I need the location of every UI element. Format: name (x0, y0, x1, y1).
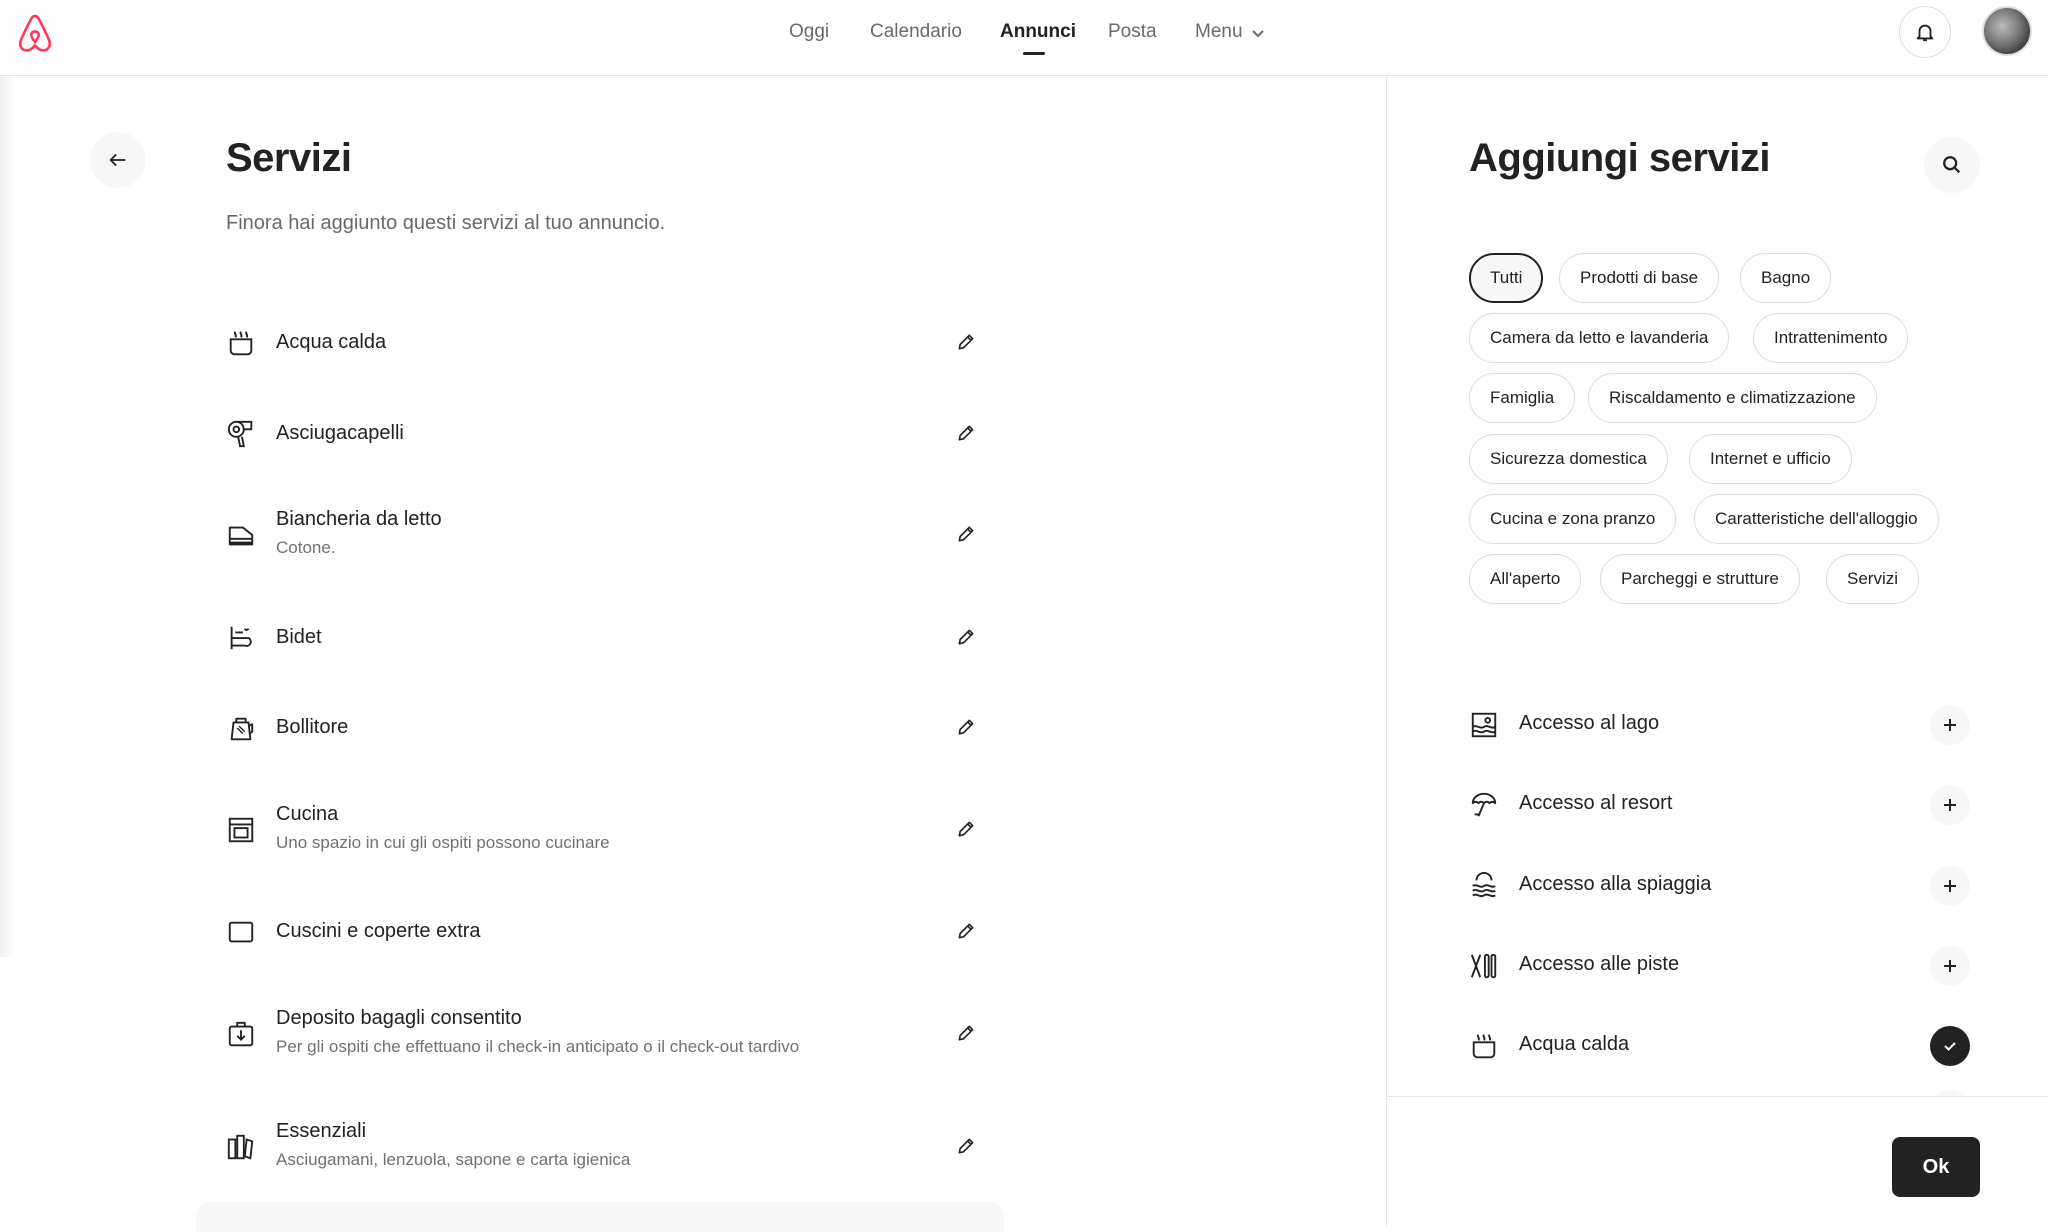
added-check-button[interactable] (1930, 1026, 1970, 1066)
catalog-item-name: Acqua calda (1519, 1033, 1630, 1055)
filter-chip-servizi[interactable]: Servizi (1826, 554, 1919, 604)
add-button[interactable] (1930, 705, 1970, 745)
beach-icon (1469, 871, 1499, 901)
catalog-item (1469, 775, 1971, 835)
add-button[interactable] (1930, 946, 1970, 986)
catalog-item (1469, 856, 1971, 916)
hot-water-icon (1469, 1031, 1499, 1061)
filter-chip-camera-da-letto[interactable]: Camera da letto e lavanderia (1469, 313, 1729, 363)
edit-button[interactable] (948, 516, 984, 552)
edit-button[interactable] (948, 324, 984, 360)
arrow-left-icon (107, 149, 129, 171)
ski-icon (1469, 951, 1499, 981)
filter-chip-all-aperto[interactable]: All'aperto (1469, 554, 1581, 604)
back-button[interactable] (90, 132, 146, 188)
edit-button[interactable] (948, 415, 984, 451)
search-button[interactable] (1924, 137, 1980, 193)
edit-button[interactable] (948, 619, 984, 655)
pencil-icon (956, 423, 976, 443)
amenity-row (226, 799, 986, 859)
search-icon (1941, 154, 1963, 176)
oven-icon (226, 815, 256, 845)
catalog-item-name: Accesso al resort (1519, 792, 1673, 814)
top-navigation-bar (0, 0, 2048, 76)
catalog-item-name: Accesso alla spiaggia (1519, 873, 1712, 895)
hot-water-icon (226, 328, 256, 358)
amenity-name: Deposito bagagli consentito (276, 1007, 522, 1029)
amenity-name: Biancheria da letto (276, 508, 442, 530)
catalog-item (1469, 936, 1971, 996)
amenity-row (226, 312, 986, 372)
filter-chip-riscaldamento[interactable]: Riscaldamento e climatizzazione (1588, 373, 1877, 423)
amenity-row (226, 697, 986, 757)
filter-chip-tutti[interactable]: Tutti (1469, 253, 1543, 303)
pencil-icon (956, 627, 976, 647)
amenity-name: Cucina (276, 803, 339, 825)
catalog-item-name: Accesso alle piste (1519, 953, 1680, 975)
page-subtitle: Finora hai aggiunto questi servizi al tuo annuncio. (226, 212, 666, 234)
main-nav (0, 0, 2048, 76)
pencil-icon (956, 1023, 976, 1043)
pencil-icon (956, 332, 976, 352)
kettle-icon (226, 713, 256, 743)
check-icon (1942, 1038, 1958, 1054)
filter-chip-cucina-e-zona-pranzo[interactable]: Cucina e zona pranzo (1469, 494, 1676, 544)
pillow-icon (226, 917, 256, 947)
amenity-name: Bidet (276, 626, 322, 648)
amenity-row (226, 504, 986, 564)
pencil-icon (956, 1136, 976, 1156)
filter-chip-prodotti-di-base[interactable]: Prodotti di base (1559, 253, 1719, 303)
filter-chip-internet-e-ufficio[interactable]: Internet e ufficio (1689, 434, 1852, 484)
bell-icon (1914, 21, 1936, 43)
amenity-name: Bollitore (276, 716, 349, 738)
ok-button[interactable]: Ok (1892, 1137, 1980, 1197)
plus-icon (1942, 958, 1958, 974)
filter-chip-bagno[interactable]: Bagno (1740, 253, 1831, 303)
edit-button[interactable] (948, 811, 984, 847)
amenity-name: Essenziali (276, 1120, 367, 1142)
pencil-icon (956, 717, 976, 737)
page-title: Servizi (226, 136, 352, 180)
amenity-description: Cotone. (276, 538, 336, 557)
active-tab-indicator (1023, 52, 1045, 55)
plus-icon (1942, 717, 1958, 733)
amenity-name: Acqua calda (276, 331, 387, 353)
nav-posta[interactable]: Posta (1108, 21, 1157, 42)
edit-button[interactable] (948, 1015, 984, 1051)
bidet-icon (226, 623, 256, 653)
catalog-item (1469, 695, 1971, 755)
chevron-down-icon[interactable] (1250, 25, 1266, 41)
filter-chip-parcheggi[interactable]: Parcheggi e strutture (1600, 554, 1800, 604)
essentials-icon (226, 1132, 256, 1162)
nav-menu[interactable]: Menu (1195, 21, 1243, 42)
luggage-icon (226, 1019, 256, 1049)
edit-button[interactable] (948, 709, 984, 745)
edit-button[interactable] (948, 913, 984, 949)
bottom-card (196, 1202, 1004, 1232)
pencil-icon (956, 524, 976, 544)
panel-shadow (0, 77, 14, 957)
avatar[interactable] (1982, 6, 2032, 56)
add-amenities-title: Aggiungi servizi (1469, 136, 1770, 180)
pencil-icon (956, 921, 976, 941)
amenity-row (226, 1116, 986, 1176)
add-button[interactable] (1930, 866, 1970, 906)
pencil-icon (956, 819, 976, 839)
add-button[interactable] (1930, 785, 1970, 825)
nav-oggi[interactable]: Oggi (789, 21, 830, 42)
catalog-item-name: Accesso al lago (1519, 712, 1660, 734)
filter-chip-famiglia[interactable]: Famiglia (1469, 373, 1575, 423)
amenity-row (226, 901, 986, 961)
filter-chip-caratteristiche-alloggio[interactable]: Caratteristiche dell'alloggio (1694, 494, 1939, 544)
amenity-name: Cuscini e coperte extra (276, 920, 481, 942)
filter-chip-intrattenimento[interactable]: Intrattenimento (1753, 313, 1908, 363)
amenity-row (226, 607, 986, 667)
nav-annunci[interactable]: Annunci (1000, 21, 1076, 42)
amenity-row (226, 403, 986, 463)
plus-icon (1942, 797, 1958, 813)
umbrella-icon (1469, 790, 1499, 820)
catalog-item (1469, 1016, 1971, 1076)
notifications-button[interactable] (1899, 6, 1951, 58)
amenity-name: Asciugacapelli (276, 422, 404, 444)
amenity-row (226, 1003, 986, 1063)
amenity-description: Per gli ospiti che effettuano il check-in anticipato o il check-out tardivo (276, 1037, 800, 1056)
nav-calendario[interactable]: Calendario (870, 21, 962, 42)
plus-icon (1942, 878, 1958, 894)
hair-dryer-icon (226, 419, 256, 449)
bed-linen-icon (226, 520, 256, 550)
amenity-description: Uno spazio in cui gli ospiti possono cucinare (276, 833, 610, 852)
amenity-description: Asciugamani, lenzuola, sapone e carta igienica (276, 1150, 631, 1169)
amenity-catalog-list (1387, 650, 2048, 1096)
filter-chip-sicurezza-domestica[interactable]: Sicurezza domestica (1469, 434, 1668, 484)
edit-button[interactable] (948, 1128, 984, 1164)
lake-icon (1469, 710, 1499, 740)
